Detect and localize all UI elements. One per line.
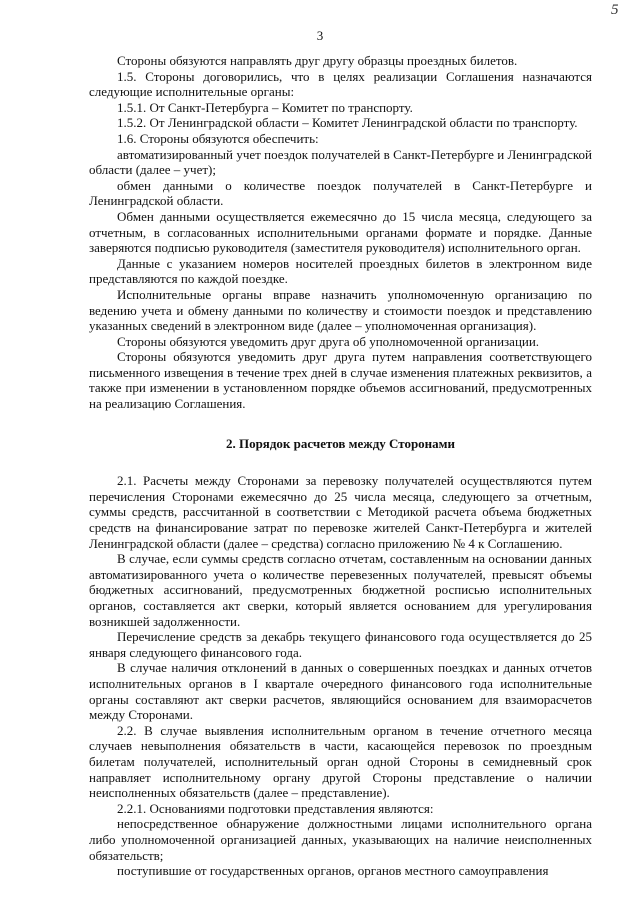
paragraph: Обмен данными осуществляется ежемесячно до 15 числа месяца, следующего за отчетным, в согласованных исполнительными органами формате и порядке. Данные заверяются подписью руководителя (заместителя руководителя) исполнительного орган.	[89, 208, 592, 256]
paragraph: 2.2. В случае выявления исполнительным органом в течение отчетного месяца случаев невыполнения обязательств в части, касающейся перевозок по проездным билетам получателей, исполнительный орган одной Стороны в семидневный срок направляет исполнительному органу другой Стороны представление о наличии неисполненных обязательств (далее – представление).	[89, 722, 592, 801]
paragraph: 2.1. Расчеты между Сторонами за перевозку получателей осуществляются путем перечисления Сторонами ежемесячно до 25 числа месяца, следующего за отчетным, суммы средств, рассчитанной в соответствии с Методикой расчета объема бюджетных средств на финансирование затрат по перевозке жителей Санкт-Петербурга и жителей Ленинградской области (далее – средства) согласно приложению № 4 к Соглашению.	[89, 473, 592, 551]
paragraph: автоматизированный учет поездок получателей в Санкт-Петербурге и Ленинградской области (далее – учет);	[89, 146, 592, 178]
paragraph: 1.6. Стороны обязуются обеспечить:	[117, 130, 319, 146]
paragraph: Стороны обязуются уведомить друг друга об уполномоченной организации.	[117, 333, 540, 349]
section-title: 2. Порядок расчетов между Сторонами	[225, 435, 456, 451]
handwritten-page-number: 5	[611, 2, 619, 18]
paragraph: 1.5. Стороны договорились, что в целях реализации Соглашения назначаются следующие исполнительные органы:	[89, 68, 592, 100]
paragraph: Исполнительные органы вправе назначить уполномоченную организацию по ведению учета и обмену данными по количеству и стоимости поездок и представлению указанных сведений в электронном виде (далее – уполномоченная организация).	[89, 286, 592, 334]
paragraph: 1.5.1. От Санкт-Петербурга – Комитет по транспорту.	[117, 99, 413, 115]
paragraph: Данные с указанием номеров носителей проездных билетов в электронном виде представляются по каждой поездке.	[89, 255, 592, 287]
paragraph: 1.5.2. От Ленинградской области – Комитет Ленинградской области по транспорту.	[117, 115, 578, 131]
paragraph: Стороны обязуются направлять друг другу образцы проездных билетов.	[117, 53, 518, 68]
paragraph: поступившие от государственных органов, органов местного самоуправления	[117, 863, 549, 879]
paragraph: обмен данными о количестве поездок получателей в Санкт-Петербурге и Ленинградской области.	[89, 177, 592, 209]
paragraph: Стороны обязуются уведомить друг друга путем направления соответствующего письменного извещения в течение трех дней в случае изменения платежных реквизитов, а также при изменении в установленном порядке объемов ассигнований, предусмотренных на реализацию Соглашения.	[89, 349, 592, 412]
paragraph: В случае, если суммы средств согласно отчетам, составленным на основании данных автоматизированного учета о количестве перевезенных получателей, превысят объемы бюджетных ассигнований, предусмотренных бюджетной росписью исполнительных органов, составляется акт сверки, который является основанием для урегулирования возникшей задолженности.	[89, 551, 592, 629]
paragraph: 2.2.1. Основаниями подготовки представления являются:	[117, 800, 434, 816]
paragraph: В случае наличия отклонений в данных о совершенных поездках и данных отчетов исполнительных органов в I квартале очередного финансового года исполнительные органы составляют акт сверки расчетов, являющийся основанием для взаиморасчетов между Сторонами.	[89, 660, 592, 723]
document-body	[89, 53, 592, 879]
paragraph: непосредственное обнаружение должностными лицами исполнительного органа либо уполномоченной организацией данных, указывающих на наличие неисполненных обязательств;	[89, 816, 592, 863]
page-number: 3	[316, 28, 324, 43]
paragraph: Перечисление средств за декабрь текущего финансового года осуществляется до 25 января следующего финансового года.	[89, 629, 592, 660]
